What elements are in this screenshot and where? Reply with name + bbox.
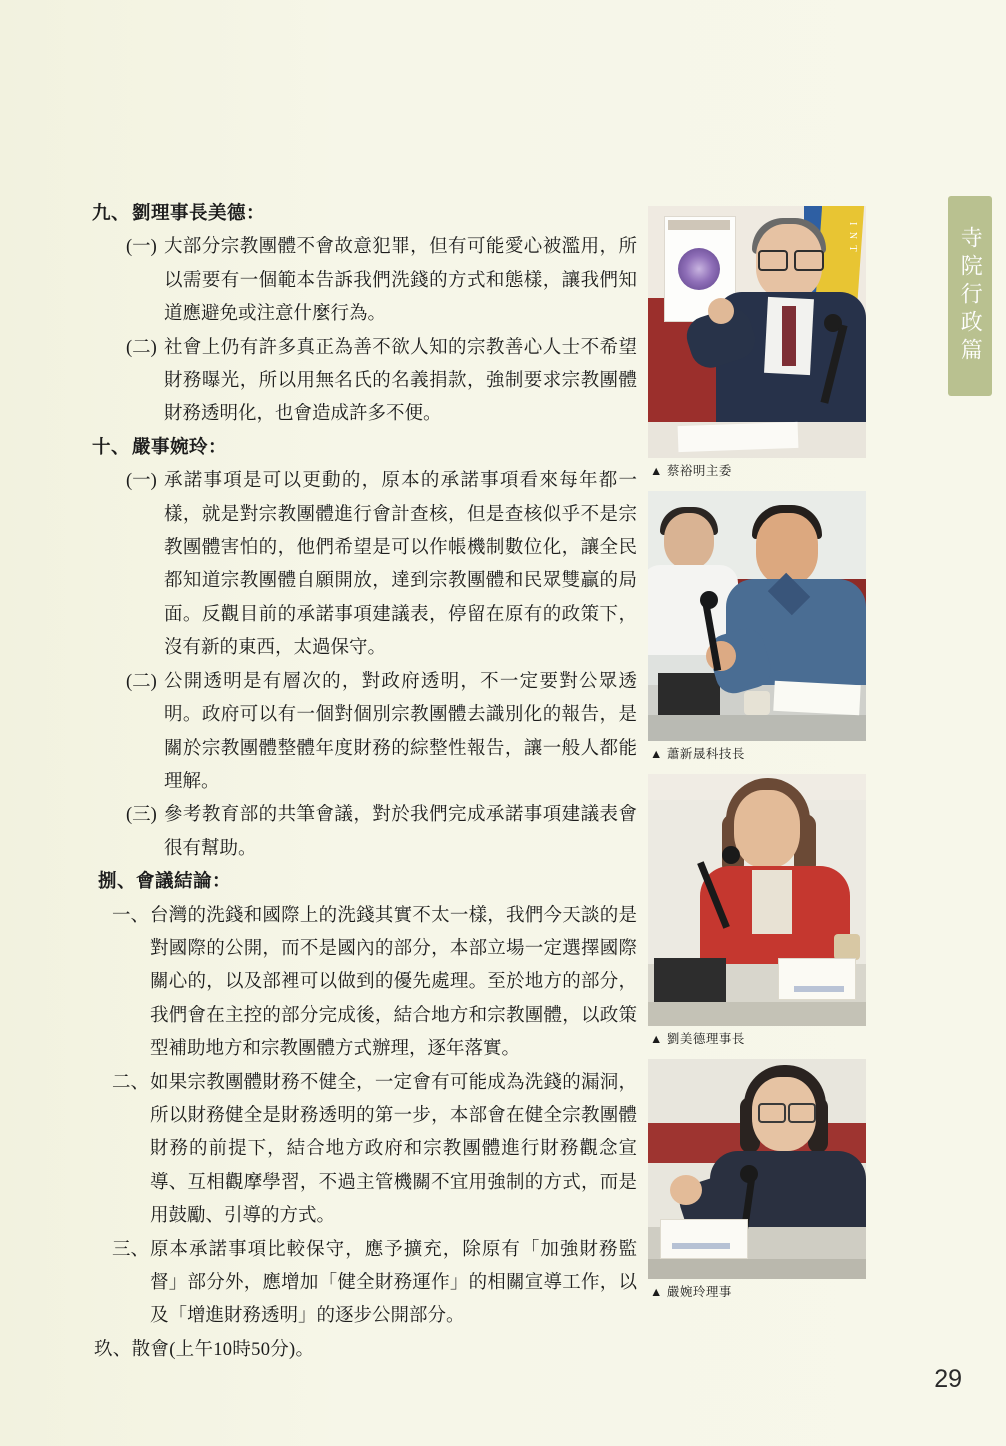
photo-block-1 [648,206,866,485]
heading-ten-title: 嚴事婉玲： [132,437,228,458]
section-eight-heading: 捌、會議結論： [98,872,232,893]
conclusion-3-marker: 三、 [112,1239,150,1260]
page-number: 29 [934,1365,962,1393]
item-10-1-marker: (一) [126,471,157,492]
photo-xiao-xincheng [648,491,866,741]
adjournment-line: 玖、散會(上午10時50分)。 [94,1339,315,1360]
photo-caption-2: ▲ 蕭新晟科技長 [650,747,745,761]
conclusion-3-text: 原本承諾事項比較保守，應予擴充，除原有「加強財務監督」部分外，應增加「健全財務運作」的相關宣導工作，以及「增進財務透明」的逐步公開部分。 [150,1239,637,1327]
section-tab [948,196,992,396]
item-10-2-marker: (二) [126,671,157,692]
photo-cai-yuming: I N T [648,206,866,458]
heading-nine [92,198,637,231]
conclusion-2-marker: 二、 [112,1072,150,1093]
item-9-2-marker: (二) [126,337,157,358]
body-text-column [92,198,637,1367]
photo-caption-4: ▲ 嚴婉玲理事 [650,1285,732,1299]
item-9-1 [126,231,637,331]
conclusion-2 [112,1067,637,1234]
item-9-1-text: 大部分宗教團體不會故意犯罪，但有可能愛心被濫用，所以需要有一個範本告訴我們洗錢的方式和態樣，讓我們知道應避免或注意什麼行為。 [164,237,637,325]
photo-block-3 [648,774,866,1053]
item-10-3-text: 參考教育部的共筆會議，對於我們完成承諾事項建議表會很有幫助。 [164,805,637,859]
conclusion-1 [112,900,637,1067]
section-tab-label: 寺院行政篇 [958,226,984,366]
conclusion-1-marker: 一、 [112,905,150,926]
conclusion-1-text: 台灣的洗錢和國際上的洗錢其實不太一樣，我們今天談的是對國際的公開，而不是國內的部分，本部立場一定選擇國際關心的，以及部裡可以做到的優先處理。至於地方的部分，我們會在主控的部分完成後，結合地方和宗教團體，以政策型補助地方和宗教團體方式辦理，逐年落實。 [150,905,637,1060]
item-9-2-text: 社會上仍有許多真正為善不欲人知的宗教善心人士不希望財務曝光，所以用無名氏的名義捐款，強制要求宗教團體財務透明化，也會造成許多不便。 [164,337,637,425]
item-10-2 [126,666,637,800]
heading-nine-number: 九、 [92,204,131,224]
photo-caption-1: ▲ 蔡裕明主委 [650,464,732,478]
photo-liu-meide [648,774,866,1026]
photo-caption-3: ▲ 劉美德理事長 [650,1032,745,1046]
item-9-2 [126,332,637,432]
photo-column [648,206,866,1312]
item-10-1 [126,465,637,665]
item-10-2-text: 公開透明是有層次的，對政府透明，不一定要對公眾透明。政府可以有一個對個別宗教團體去識別化的報告，是關於宗教團體整體年度財務的綜整性報告，讓一般人都能理解。 [164,671,637,792]
photo-yan-wanling [648,1059,866,1279]
conclusion-3 [112,1234,637,1334]
item-10-3 [126,799,637,866]
heading-nine-title: 劉理事長美德： [132,204,266,224]
heading-ten-number: 十、 [92,437,131,458]
item-10-3-marker: (三) [126,805,157,826]
heading-ten [92,432,637,465]
photo-block-4 [648,1059,866,1306]
item-9-1-marker: (一) [126,237,157,258]
conclusion-2-text: 如果宗教團體財務不健全，一定會有可能成為洗錢的漏洞，所以財務健全是財務透明的第一步，本部會在健全宗教團體財務的前提下，結合地方政府和宗教團體進行財務觀念宣導、互相觀摩學習，不過主管機關不宜用強制的方式，而是用鼓勵、引導的方式。 [150,1072,637,1227]
item-10-1-text: 承諾事項是可以更動的，原本的承諾事項看來每年都一樣，就是對宗教團體進行會計查核，但是查核似乎不是宗教團體害怕的，他們希望是可以作帳機制數位化，讓全民都知道宗教團體自願開放，達到宗教團體和民眾雙贏的局面。反觀目前的承諾事項建議表，停留在原有的政策下，沒有新的東西，太過保守。 [164,471,637,659]
photo-block-2 [648,491,866,768]
